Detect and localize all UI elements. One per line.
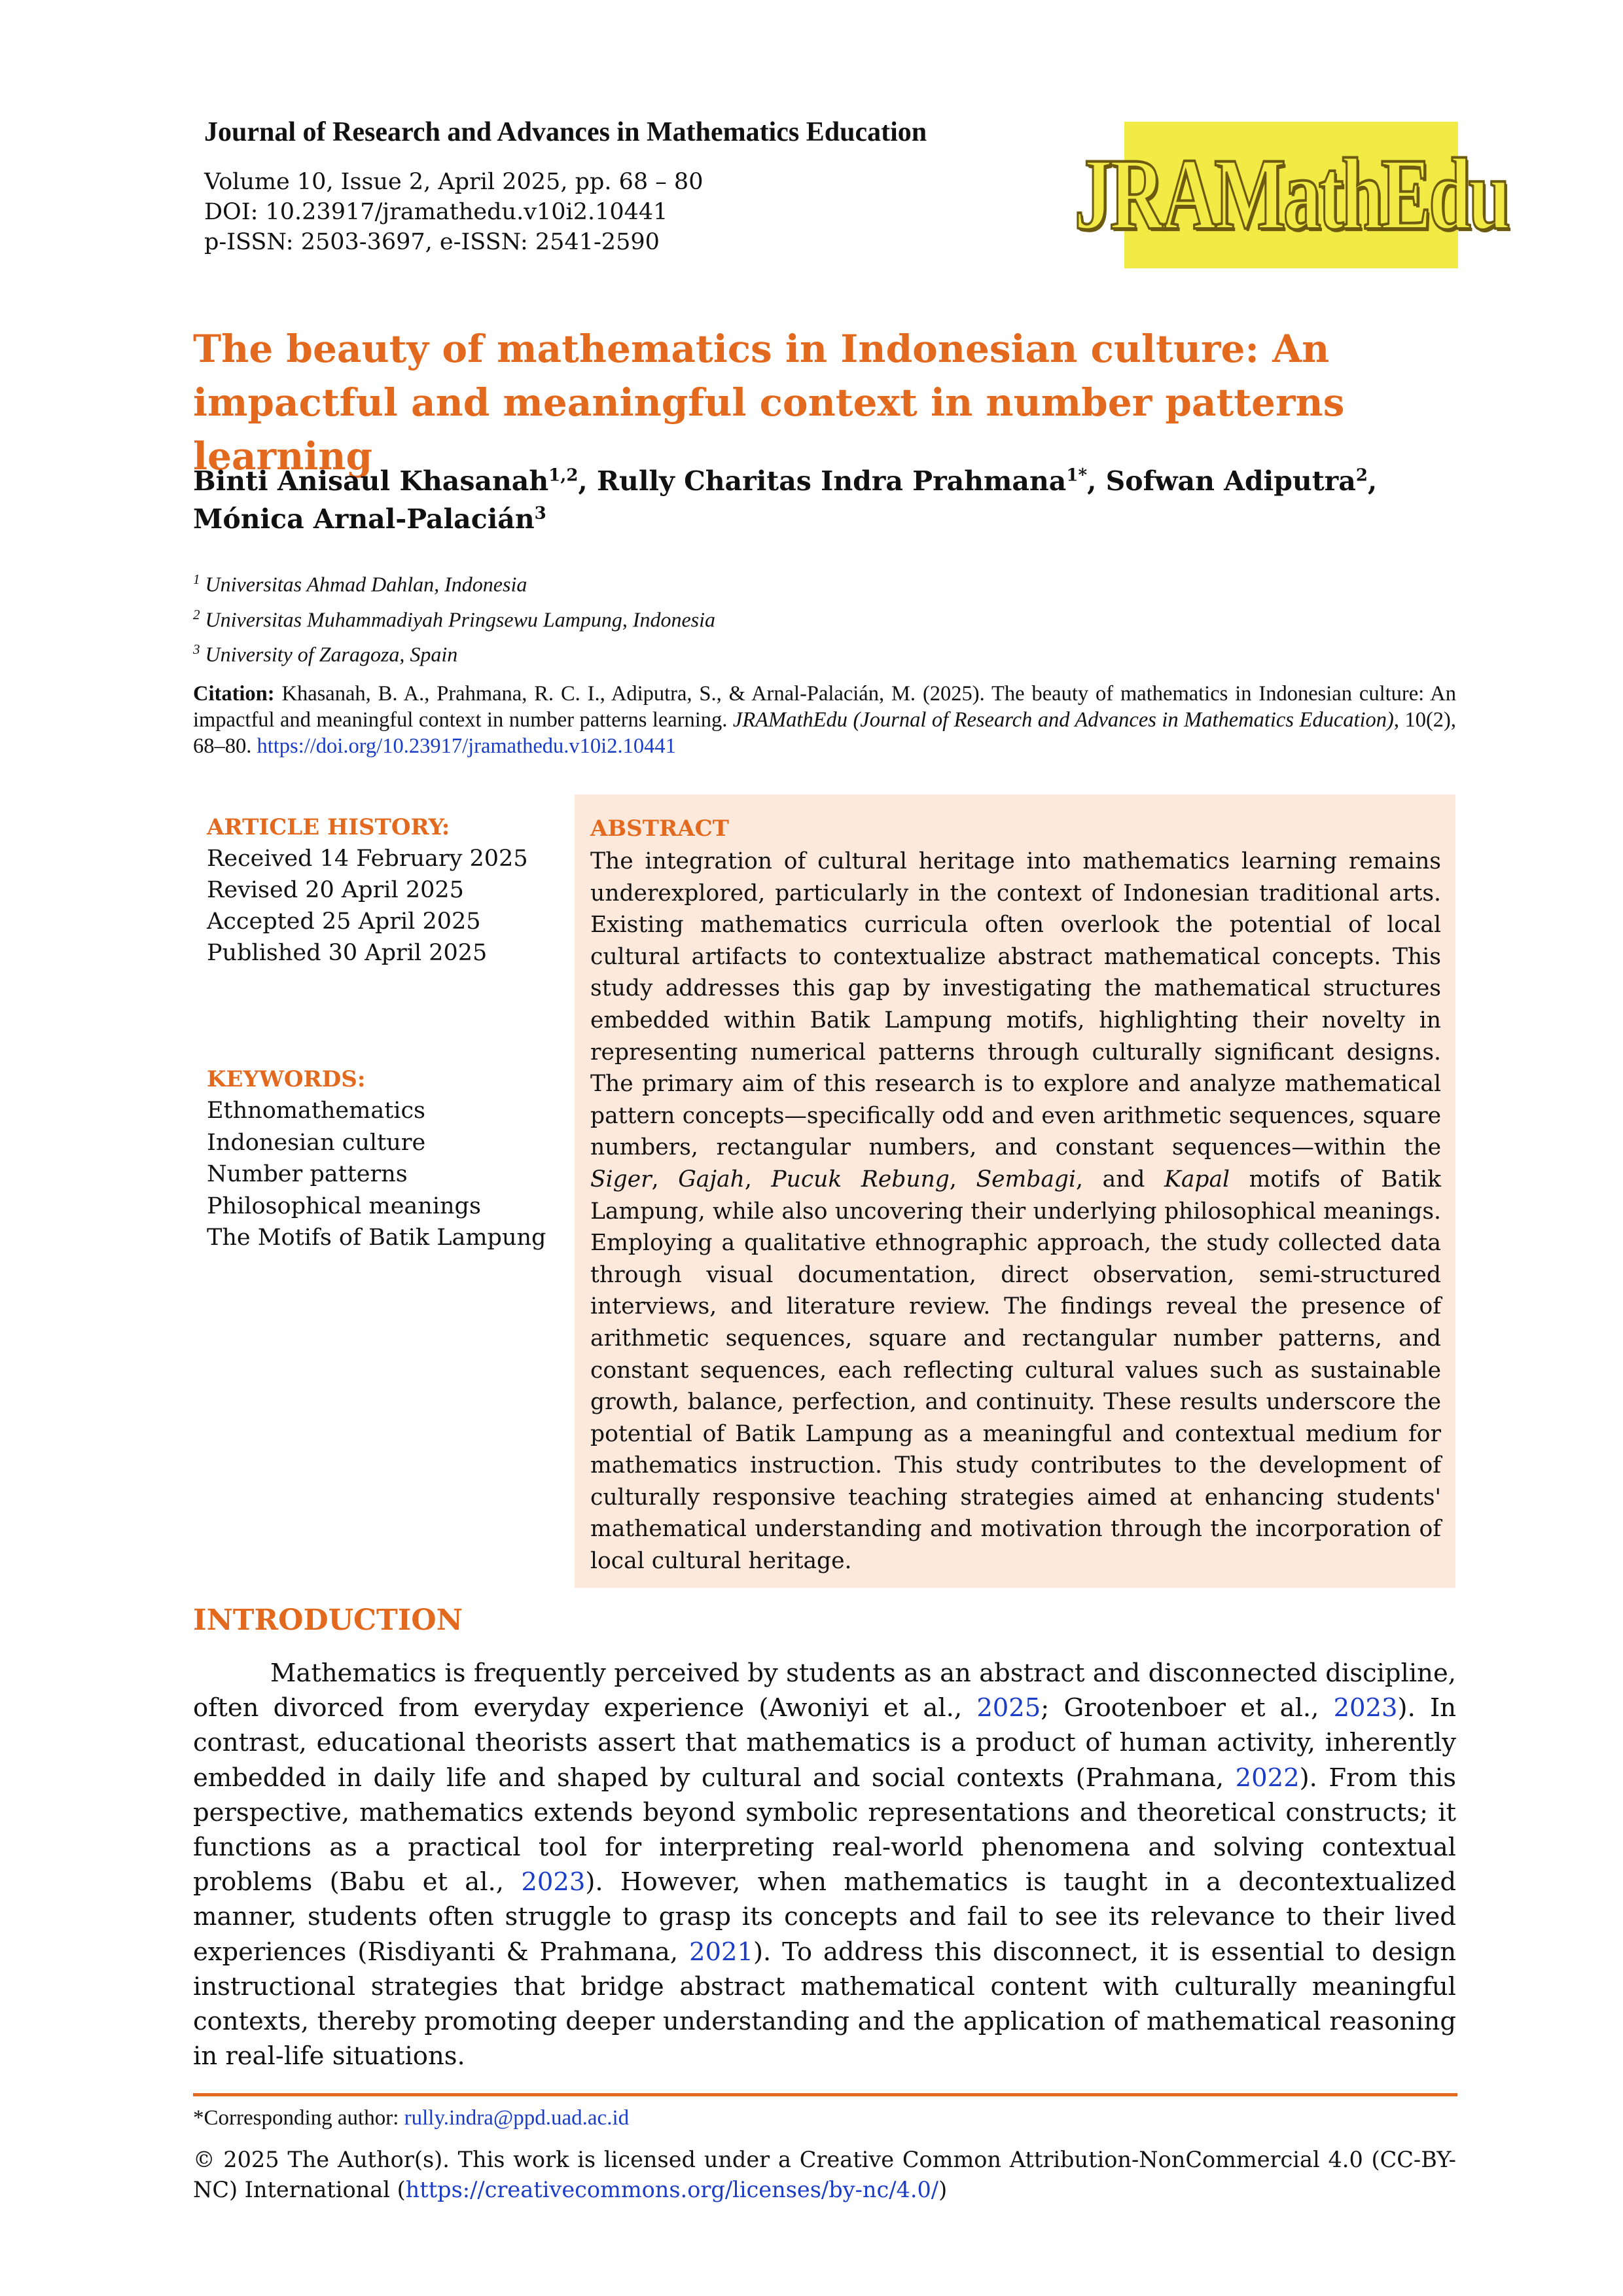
- author-name: Rully Charitas Indra Prahmana: [596, 465, 1067, 497]
- affiliation: $^1$ Universitas Ahmad Dahlan, Indonesia: [193, 571, 527, 596]
- keywords-heading: KEYWORDS:: [207, 1066, 366, 1092]
- footer-divider: [193, 2093, 1457, 2096]
- published-date: Published 30 April 2025: [207, 940, 488, 966]
- affiliation: $^3$ University of Zaragoza, Spain: [193, 641, 458, 666]
- article-history-heading: ARTICLE HISTORY:: [207, 814, 450, 840]
- logo-text: JRAMathEdu: [1074, 137, 1508, 251]
- author-name: Sofwan Adiputra: [1105, 465, 1356, 497]
- keyword: Indonesian culture: [207, 1129, 426, 1156]
- journal-name: Journal of Research and Advances in Mathematics Education: [204, 117, 927, 147]
- doi-line: DOI: 10.23917/jramathedu.v10i2.10441: [204, 199, 668, 225]
- citation-link[interactable]: 2023: [1333, 1693, 1398, 1723]
- received-date: Received 14 February 2025: [207, 846, 528, 872]
- citation-link[interactable]: 2022: [1235, 1763, 1300, 1793]
- keyword: Ethnomathematics: [207, 1098, 426, 1124]
- author-affil-sup: 1*: [1066, 465, 1088, 486]
- corresponding-email-link[interactable]: rully.indra@ppd.uad.ac.id: [404, 2106, 630, 2130]
- citation-label: Citation:: [193, 682, 275, 706]
- keyword: Number patterns: [207, 1161, 408, 1187]
- citation-link[interactable]: 2025: [976, 1693, 1041, 1723]
- author-affil-sup: 2: [1355, 465, 1368, 486]
- journal-meta: [204, 167, 703, 257]
- article-history: [207, 812, 573, 969]
- affiliation: $^2$ Universitas Muhammadiyah Pringsewu Lampung, Indonesia: [193, 606, 716, 632]
- license-text: © 2025 The Author(s). This work is licensed under a Creative Common Attribution-NonCommercial 4.0 (CC-BY-NC) International (https://creativecommons.org/licenses/by-nc/4.0/): [193, 2147, 1456, 2202]
- author-list: Binti Anisaul Khasanah$^{1,2}$, Rully Charitas Indra Prahmana$^{1*}$, Sofwan Adiputra$^2$, Mónica Arnal-Palacián$^3$: [193, 465, 1378, 535]
- abstract-text: The integration of cultural heritage into mathematics learning remains underexplored, particularly in the context of Indonesian traditional arts. Existing mathematics curricula often overlook the potential of local cultural artifacts to contextualize abstract mathematical concepts. This study addresses this gap by investigating the mathematical structures embedded within Batik Lampung motifs, highlighting their novelty in representing numerical patterns through culturally significant designs. The primary aim of this research is to explore and analyze mathematical pattern concepts—specifically odd and even arithmetic sequences, square numbers, rectangular numbers, and constant sequences—within the Siger, Gajah, Pucuk Rebung, Sembagi, and Kapal motifs of Batik Lampung, while also uncovering their underlying philosophical meanings. Employing a qualitative ethnographic approach, the study collected data through visual documentation, direct observation, semi-structured interviews, and literature review. The findings reveal the presence of arithmetic sequences, square and rectangular number patterns, and constant sequences, each reflecting cultural values such as sustainable growth, balance, perfection, and continuity. These results underscore the potential of Batik Lampung as a meaningful and contextual medium for mathematics instruction. This study contributes to the development of culturally responsive teaching strategies aimed at enhancing students' mathematical understanding and motivation through the incorporation of local cultural heritage.: [590, 848, 1441, 1575]
- abstract-heading: ABSTRACT: [590, 816, 729, 842]
- revised-date: Revised 20 April 2025: [207, 877, 464, 903]
- citation-link[interactable]: 2021: [689, 1937, 754, 1967]
- author-name: Mónica Arnal-Palacián: [193, 503, 535, 535]
- introduction-paragraph: Mathematics is frequently perceived by students as an abstract and disconnected discipline, often divorced from everyday experience (Awoniyi et al., 2025; Grootenboer et al., 2023). In contrast, educational theorists assert that mathematics is a product of human activity, inherently embedded in daily life and shaped by cultural and social contexts (Prahmana, 2022). From this perspective, mathematics extends beyond symbolic representations and theoretical constructs; it functions as a practical tool for interpreting real-world phenomena and solving contextual problems (Babu et al., 2023). However, when mathematics is taught in a decontextualized manner, students often struggle to grasp its concepts and fail to see its relevance to their lived experiences (Risdiyanti & Prahmana, 2021). To address this disconnect, it is essential to design instructional strategies that bridge abstract mathematical content with culturally meaningful contexts, thereby promoting deeper understanding and the application of mathematical reasoning in real-life situations.: [193, 1659, 1456, 2072]
- citation-text: Khasanah, B. A., Prahmana, R. C. I., Adiputra, S., & Arnal-Palacián, M. (2025). The beauty of mathematics in Indonesian culture: An impactful and meaningful context in number patterns learning.: [193, 682, 1457, 732]
- citation-link[interactable]: 2023: [521, 1867, 586, 1897]
- affiliations: [193, 564, 715, 670]
- journal-logo: [1074, 122, 1508, 268]
- issn-line: p-ISSN: 2503-3697, e-ISSN: 2541-2590: [204, 229, 660, 255]
- author-name: Binti Anisaul Khasanah: [193, 465, 549, 497]
- keyword: Philosophical meanings: [207, 1193, 481, 1219]
- citation-journal: JRAMathEdu (Journal of Research and Advances in Mathematics Education): [732, 708, 1394, 732]
- paper-title: The beauty of mathematics in Indonesian culture: An impactful and meaningful context in number patterns learning: [193, 327, 1345, 478]
- keywords: [207, 1064, 573, 1254]
- introduction-heading: INTRODUCTION: [193, 1604, 463, 1637]
- abstract-box: [575, 795, 1455, 1588]
- citation-block: [193, 681, 1456, 759]
- author-affil-sup: 3: [534, 503, 546, 524]
- license-link[interactable]: https://creativecommons.org/licenses/by-nc/4.0/: [405, 2177, 939, 2202]
- accepted-date: Accepted 25 April 2025: [207, 908, 481, 935]
- author-affil-sup: 1,2: [548, 465, 579, 486]
- corresponding-author: *Corresponding author: rully.indra@ppd.uad.ac.id: [193, 2106, 630, 2130]
- volume-line: Volume 10, Issue 2, April 2025, pp. 68 – 80: [204, 169, 704, 195]
- keyword: The Motifs of Batik Lampung: [207, 1225, 546, 1251]
- citation-doi-link[interactable]: https://doi.org/10.23917/jramathedu.v10i2.10441: [257, 734, 676, 758]
- citation-pages: , 10(2), 68–80.: [193, 708, 1457, 758]
